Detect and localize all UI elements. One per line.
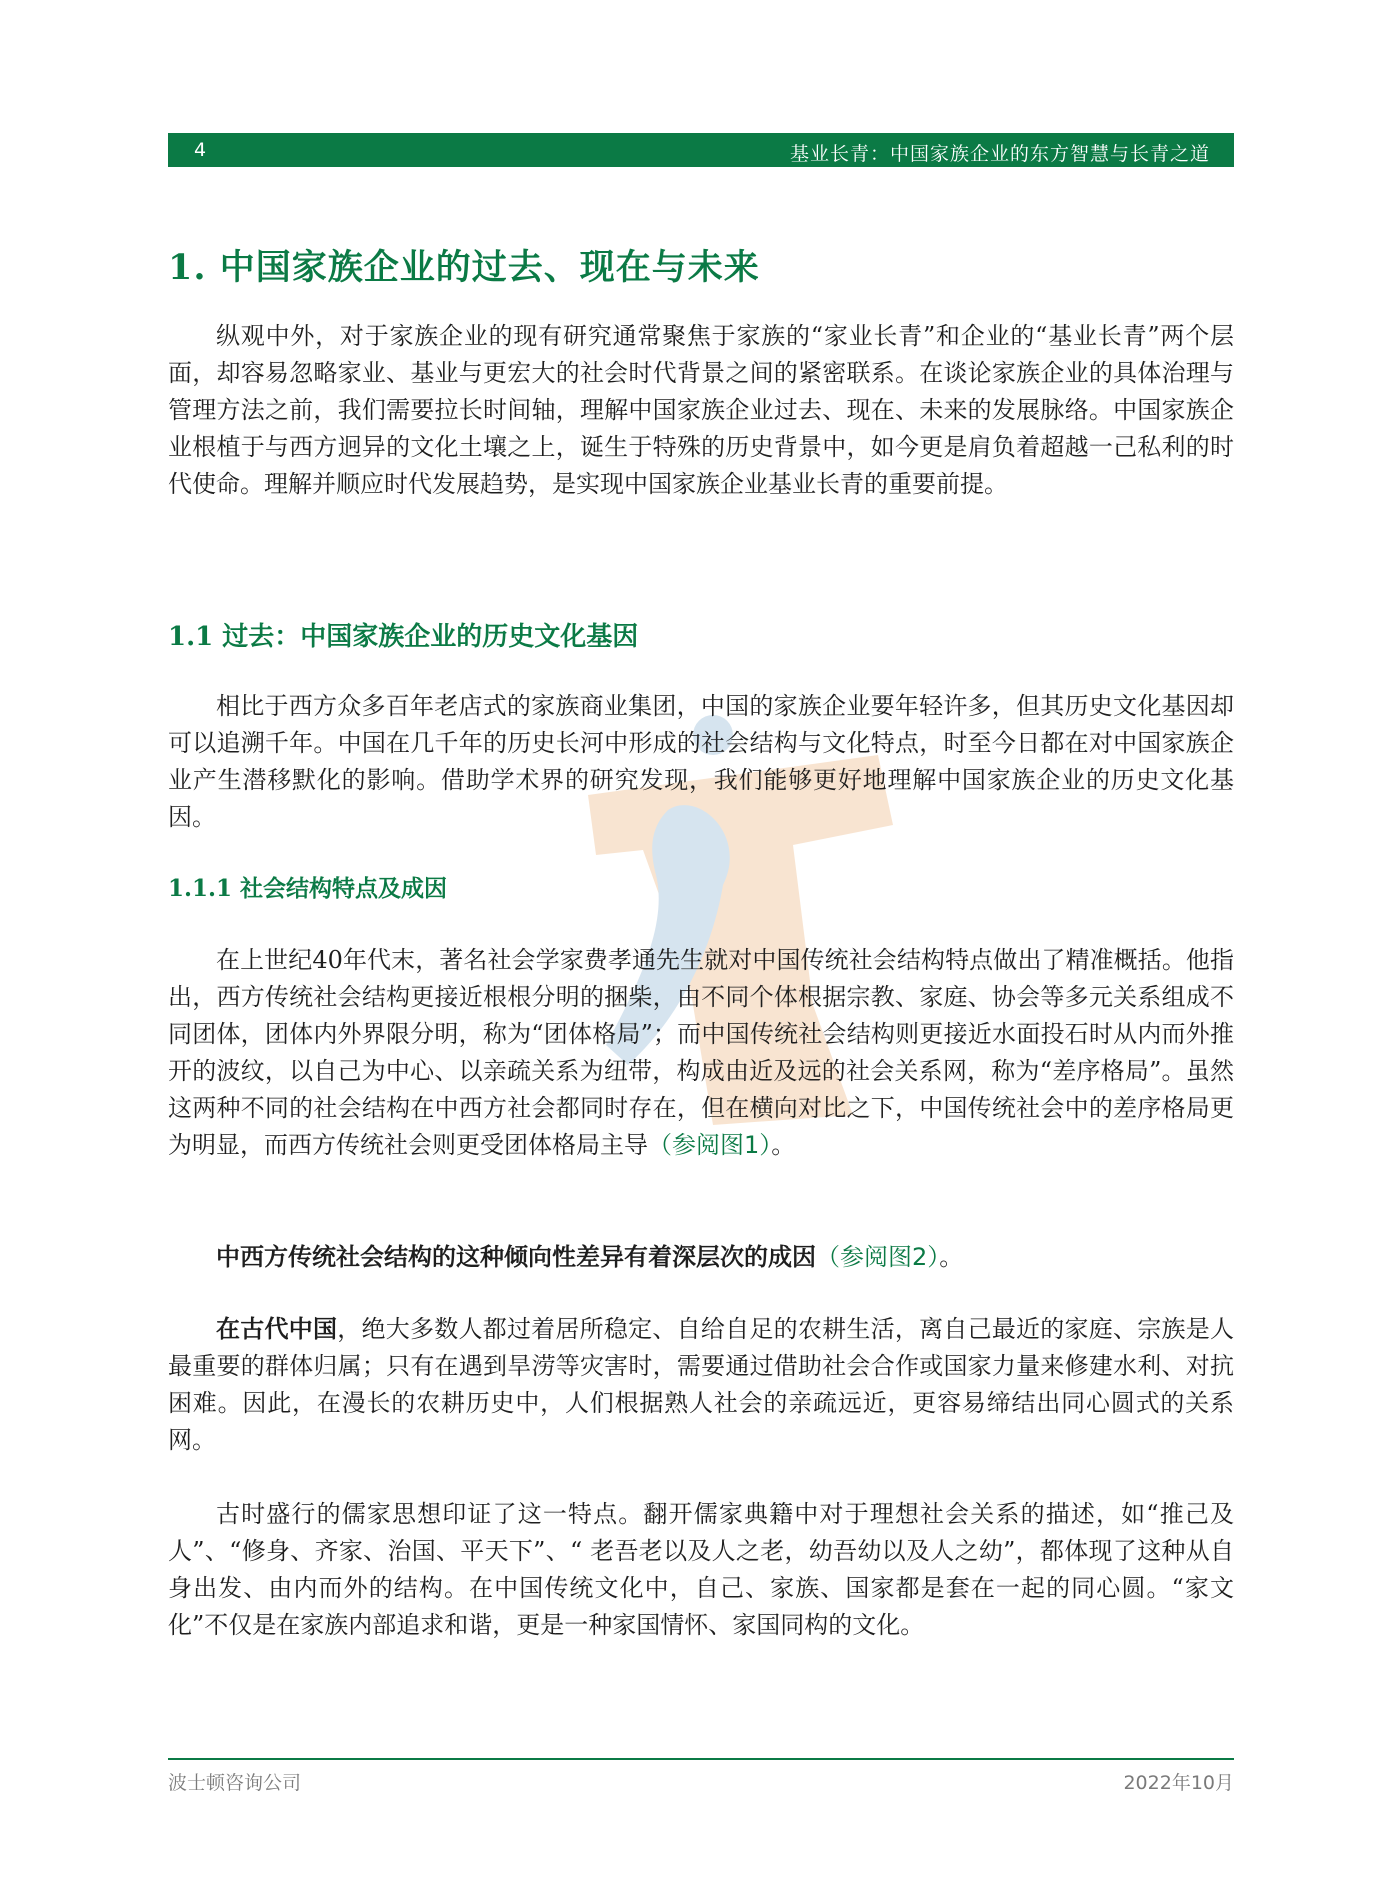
footer-date: 2022年10月: [1123, 1772, 1234, 1794]
section-paragraph: 相比于西方众多百年老店式的家族商业集团，中国的家族企业要年轻许多，但其历史文化基因却可以追溯千年。中国在几千年的历史长河中形成的社会结构与文化特点，时至今日都在对中国家族企业产生潜移默化的影响。借助学术界的研究发现，我们能够更好地理解中国家族企业的历史文化基因。: [168, 692, 1234, 831]
subsection-title: 1.1.1 社会结构特点及成因: [168, 875, 448, 902]
paragraph-end: 。: [771, 1131, 796, 1159]
chapter-intro-paragraph: 纵观中外，对于家族企业的现有研究通常聚焦于家族的“家业长青”和企业的“基业长青”两个层面，却容易忽略家业、基业与更宏大的社会时代背景之间的紧密联系。在谈论家族企业的具体治理与管理方法之前，我们需要拉长时间轴，理解中国家族企业过去、现在、未来的发展脉络。中国家族企业根植于与西方迥异的文化土壤之上，诞生于特殊的历史背景中，如今更是肩负着超越一己私利的时代使命。理解并顺应时代发展趋势，是实现中国家族企业基业长青的重要前提。: [168, 322, 1234, 498]
figure-reference-2[interactable]: （参阅图2）: [816, 1243, 940, 1271]
paragraph-end: 。: [939, 1243, 964, 1271]
paragraph-bold-text: 中西方传统社会结构的这种倾向性差异有着深层次的成因: [216, 1242, 816, 1271]
subsection-paragraph-2: [168, 1238, 1234, 1276]
paragraph-lead: 在古代中国: [216, 1314, 338, 1343]
figure-reference-1[interactable]: （参阅图1）: [648, 1131, 772, 1159]
section-title: 1.1 过去：中国家族企业的历史文化基因: [168, 622, 639, 652]
footer-company: 波士顿咨询公司: [168, 1772, 302, 1794]
paragraph-text: ，绝大多数人都过着居所稳定、自给自足的农耕生活，离自己最近的家庭、宗族是人最重要的群体归属；只有在遇到旱涝等灾害时，需要通过借助社会合作或国家力量来修建水利、对抗困难。因此，在漫长的农耕历史中，人们根据熟人社会的亲疏远近，更容易缔结出同心圆式的关系网。: [168, 1315, 1235, 1454]
paragraph-text: 在上世纪40年代末，著名社会学家费孝通先生就对中国传统社会结构特点做出了精准概括。他指出，西方传统社会结构更接近根根分明的捆柴，由不同个体根据宗教、家庭、协会等多元关系组成不同团体，团体内外界限分明，称为“团体格局”；而中国传统社会结构则更接近水面投石时从内而外推开的波纹，以自己为中心、以亲疏关系为纽带，构成由近及远的社会关系网，称为“差序格局”。虽然这两种不同的社会结构在中西方社会都同时存在，但在横向对比之下，中国传统社会中的差序格局更为明显，而西方传统社会则更受团体格局主导: [168, 946, 1234, 1159]
subsection-paragraph-3: [168, 1310, 1234, 1459]
footer-divider: [168, 1758, 1234, 1760]
subsection-paragraph-1: [168, 942, 1234, 1164]
page-number: 4: [194, 139, 207, 161]
running-title: 基业长青：中国家族企业的东方智慧与长青之道: [789, 143, 1210, 165]
chapter-title: 1. 中国家族企业的过去、现在与未来: [168, 247, 760, 288]
header-bar: [168, 133, 1234, 167]
subsection-paragraph-4: 古时盛行的儒家思想印证了这一特点。翻开儒家典籍中对于理想社会关系的描述，如“推己及人”、“修身、齐家、治国、平天下”、“ 老吾老以及人之老，幼吾幼以及人之幼”，都体现了这种从自身出发、由内而外的结构。在中国传统文化中，自己、家族、国家都是套在一起的同心圆。“家文化”不仅是在家族内部追求和谐，更是一种家国情怀、家国同构的文化。: [168, 1500, 1234, 1639]
